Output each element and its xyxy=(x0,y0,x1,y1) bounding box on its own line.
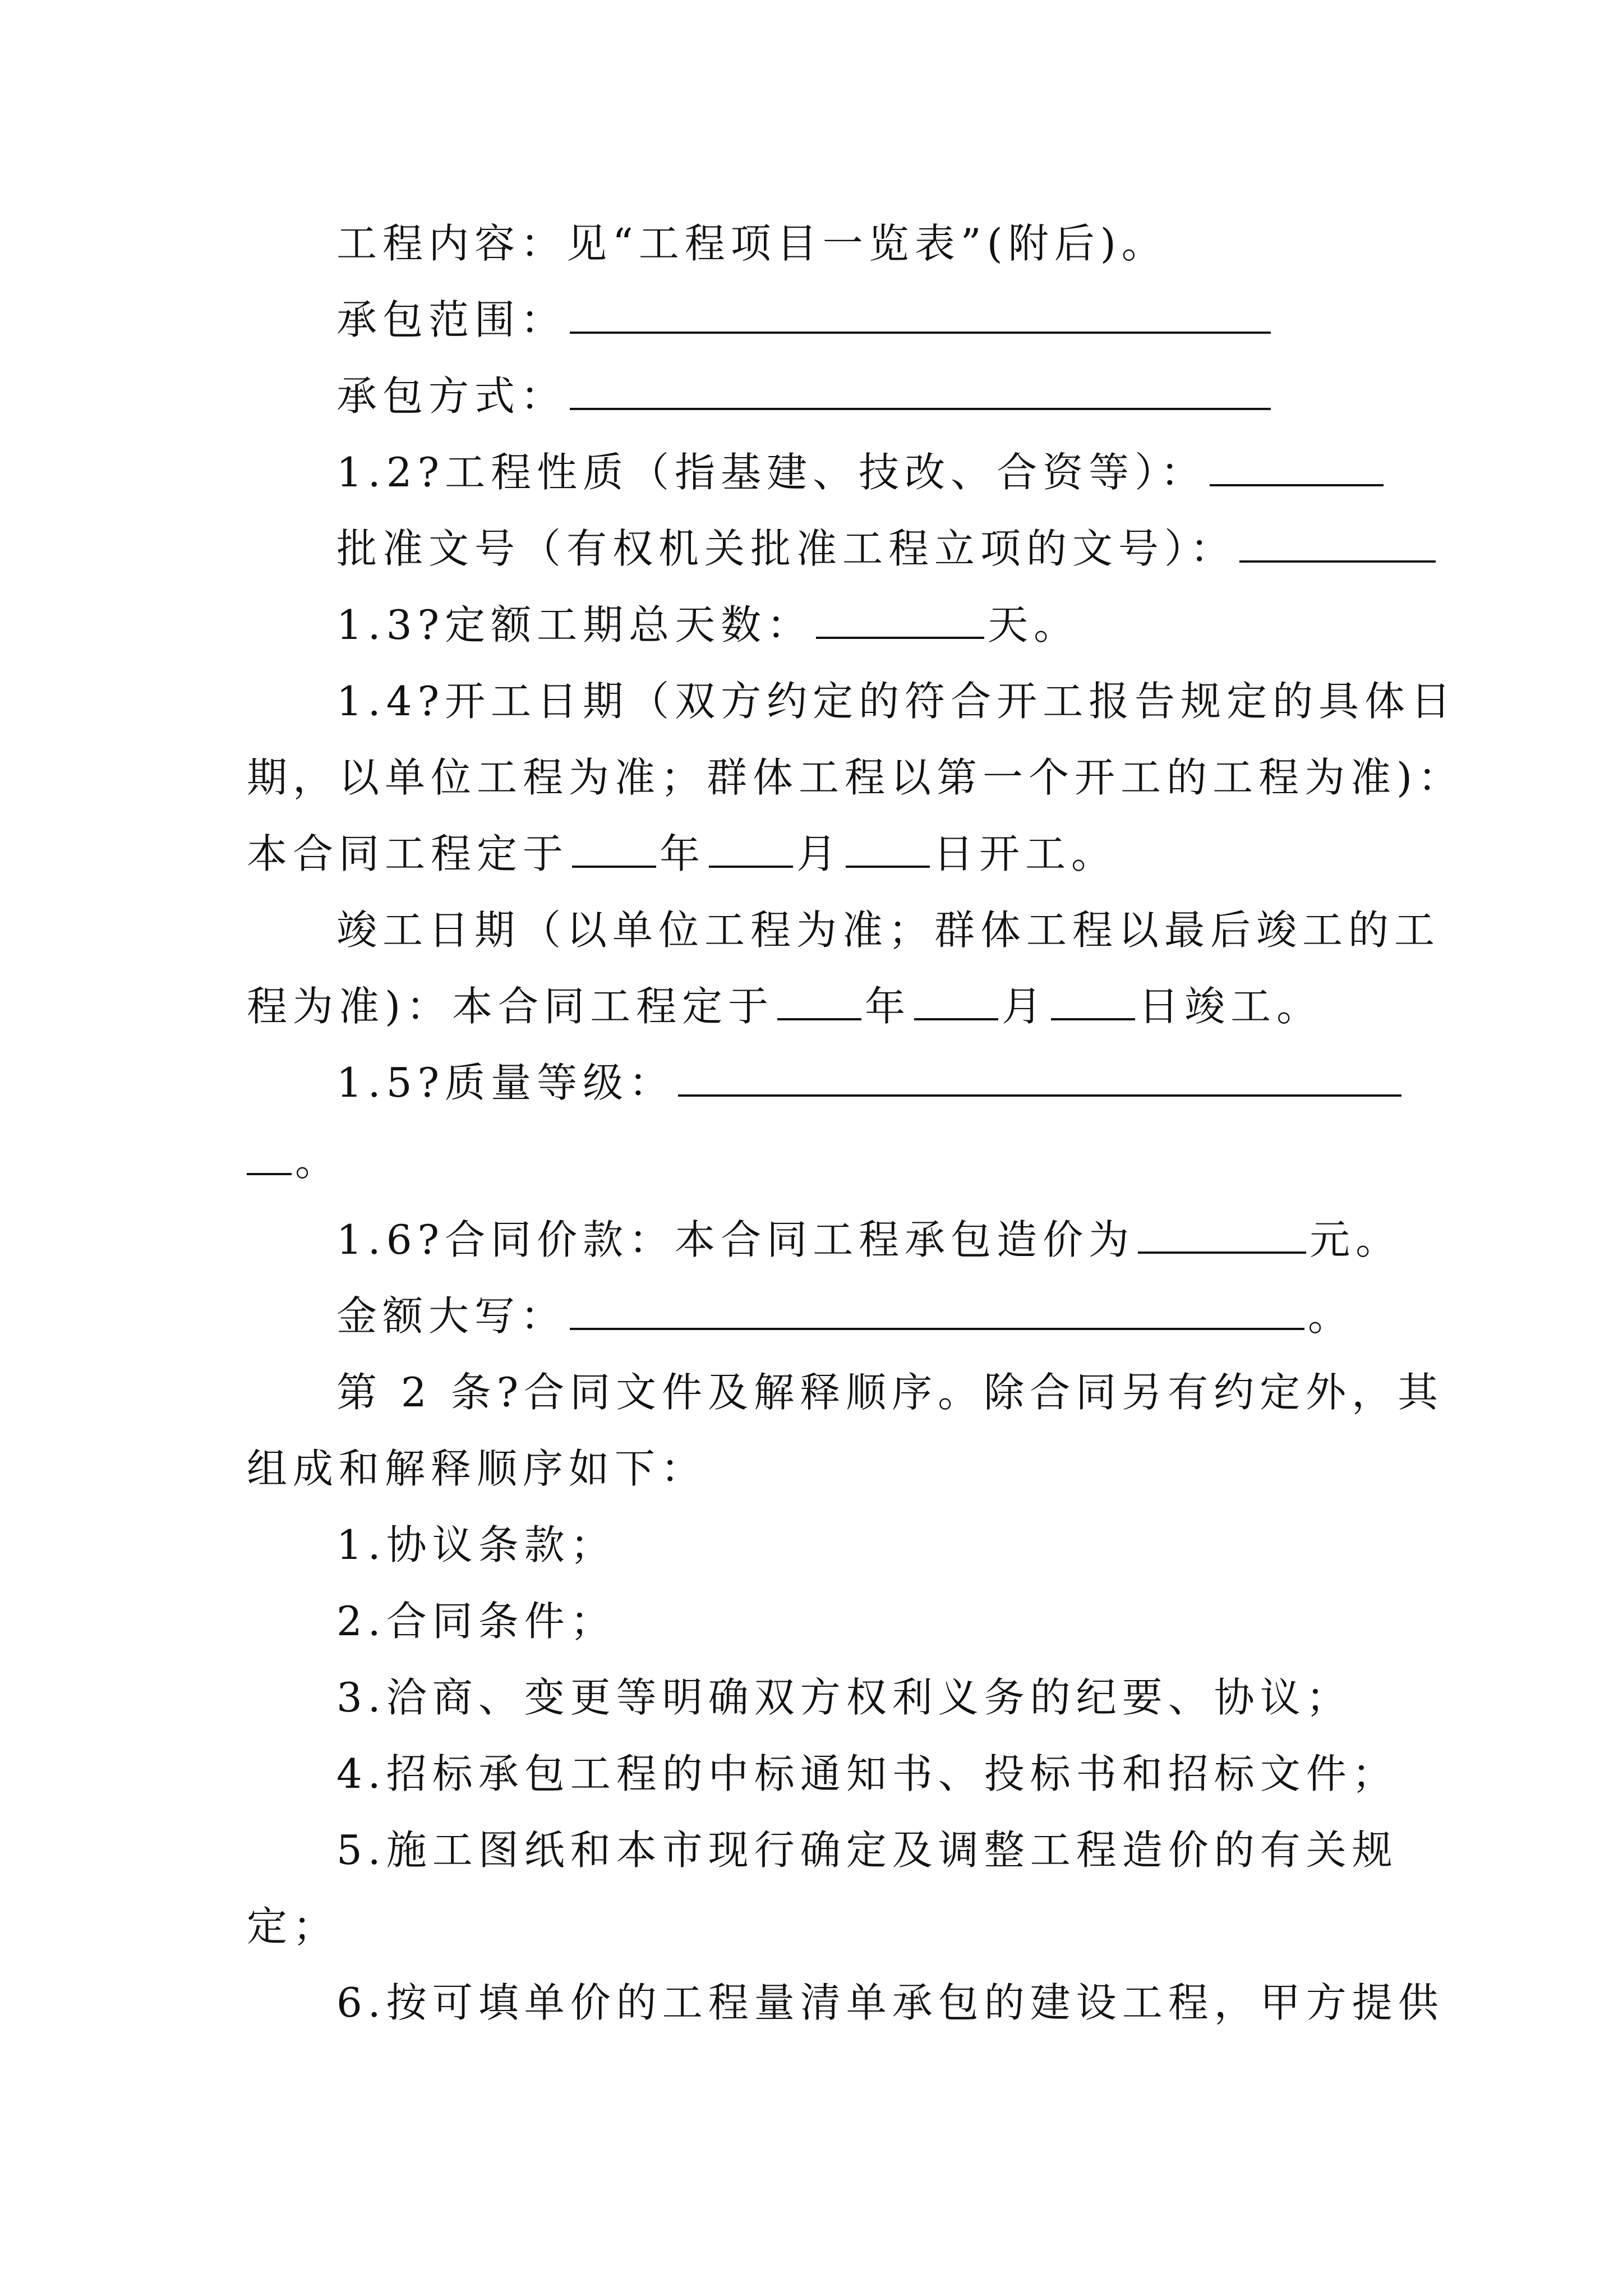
text-line xyxy=(247,357,1380,435)
line-text: 1.协议条款； xyxy=(336,1521,616,1568)
line-text: 1.4?开工日期（双方约定的符合开工报告规定的具体日 xyxy=(336,678,1457,725)
text-line xyxy=(247,586,1380,664)
fill-in-blank-quality[interactable] xyxy=(678,1059,1401,1097)
text-line xyxy=(247,967,1380,1046)
text-line xyxy=(247,280,1380,359)
line-text: 年 xyxy=(865,983,911,1030)
text-line xyxy=(247,1200,1402,1279)
fill-in-blank-quality-continued[interactable] xyxy=(247,1137,292,1175)
line-text: 第 2 条?合同文件及解释顺序。除合同另有约定外，其 xyxy=(336,1369,1444,1416)
fill-in-blank-days[interactable] xyxy=(816,601,984,639)
line-text: 。 xyxy=(295,1138,342,1185)
fill-in-blank-scope[interactable] xyxy=(570,296,1271,334)
text-line xyxy=(247,433,1380,512)
text-line xyxy=(247,1734,1398,1813)
text-line xyxy=(247,662,1457,740)
line-text: 日开工。 xyxy=(933,830,1118,877)
text-line xyxy=(247,1887,1380,1966)
line-text: 组成和解释顺序如下： xyxy=(247,1445,707,1492)
text-line xyxy=(247,1582,1380,1660)
line-text: 5.施工图纸和本市现行确定及调整工程造价的有关规 xyxy=(336,1826,1398,1874)
line-text: 1.3?定额工期总天数： xyxy=(336,601,813,648)
line-text: 批准文号（有权机关批准工程立项的文号）： xyxy=(336,525,1237,572)
line-text: 程为准)：本合同工程定于 xyxy=(247,983,774,1030)
line-text: 工程内容：见“工程项目一览表”(附后)。 xyxy=(336,220,1168,267)
text-line xyxy=(247,1811,1398,1889)
text-line xyxy=(247,1122,1380,1200)
line-text: 6.按可填单价的工程量清单承包的建设工程，甲方提供 xyxy=(336,1979,1444,2026)
fill-in-blank-approval[interactable] xyxy=(1239,524,1436,563)
text-line xyxy=(247,1277,1380,1355)
line-text: 期，以单位工程为准；群体工程以第一个开工的工程为准)： xyxy=(247,754,1464,801)
text-line xyxy=(247,1353,1444,1432)
fill-in-blank-end-month[interactable] xyxy=(914,982,998,1020)
text-line xyxy=(247,509,1380,588)
fill-in-blank-start-year[interactable] xyxy=(572,830,656,868)
fill-in-blank-start-day[interactable] xyxy=(846,830,930,868)
text-line xyxy=(247,1963,1444,2042)
fill-in-blank-mode[interactable] xyxy=(570,372,1271,410)
line-text: 4.招标承包工程的中标通知书、投标书和招标文件； xyxy=(336,1750,1398,1797)
line-text: 月 xyxy=(796,830,843,877)
line-text: 。 xyxy=(1308,1292,1354,1340)
fill-in-blank-end-day[interactable] xyxy=(1051,982,1135,1020)
line-text: 1.2?工程性质（指基建、技改、合资等）： xyxy=(336,449,1207,496)
line-text: 日竣工。 xyxy=(1138,983,1323,1030)
line-text: 天。 xyxy=(988,601,1080,648)
line-text: 竣工日期（以单位工程为准；群体工程以最后竣工的工 xyxy=(336,907,1441,954)
text-line xyxy=(247,1658,1380,1737)
text-line xyxy=(247,815,1380,893)
fill-in-blank-end-year[interactable] xyxy=(777,982,861,1020)
fill-in-blank-nature[interactable] xyxy=(1210,448,1384,486)
line-text: 2.合同条件； xyxy=(336,1598,616,1645)
line-text: 承包方式： xyxy=(336,372,567,420)
text-line xyxy=(247,1043,1380,1122)
line-text: 月 xyxy=(1002,983,1048,1030)
text-line xyxy=(247,738,1464,817)
line-text: 年 xyxy=(660,830,706,877)
line-text: 元。 xyxy=(1310,1216,1402,1263)
fill-in-blank-amount-words[interactable] xyxy=(570,1292,1304,1330)
text-line xyxy=(247,1506,1380,1584)
text-line xyxy=(247,891,1441,969)
text-line xyxy=(247,1429,1380,1508)
fill-in-blank-start-month[interactable] xyxy=(709,830,793,868)
line-text: 1.5?质量等级： xyxy=(336,1059,675,1106)
text-line xyxy=(247,204,1380,283)
line-text: 金额大写： xyxy=(336,1292,567,1340)
line-text: 本合同工程定于 xyxy=(247,830,569,877)
line-text: 3.洽商、变更等明确双方权利义务的纪要、协议； xyxy=(336,1674,1352,1721)
fill-in-blank-price[interactable] xyxy=(1138,1216,1306,1254)
line-text: 定； xyxy=(247,1903,339,1950)
line-text: 1.6?合同价款：本合同工程承包造价为 xyxy=(336,1216,1135,1263)
line-text: 承包范围： xyxy=(336,296,567,343)
